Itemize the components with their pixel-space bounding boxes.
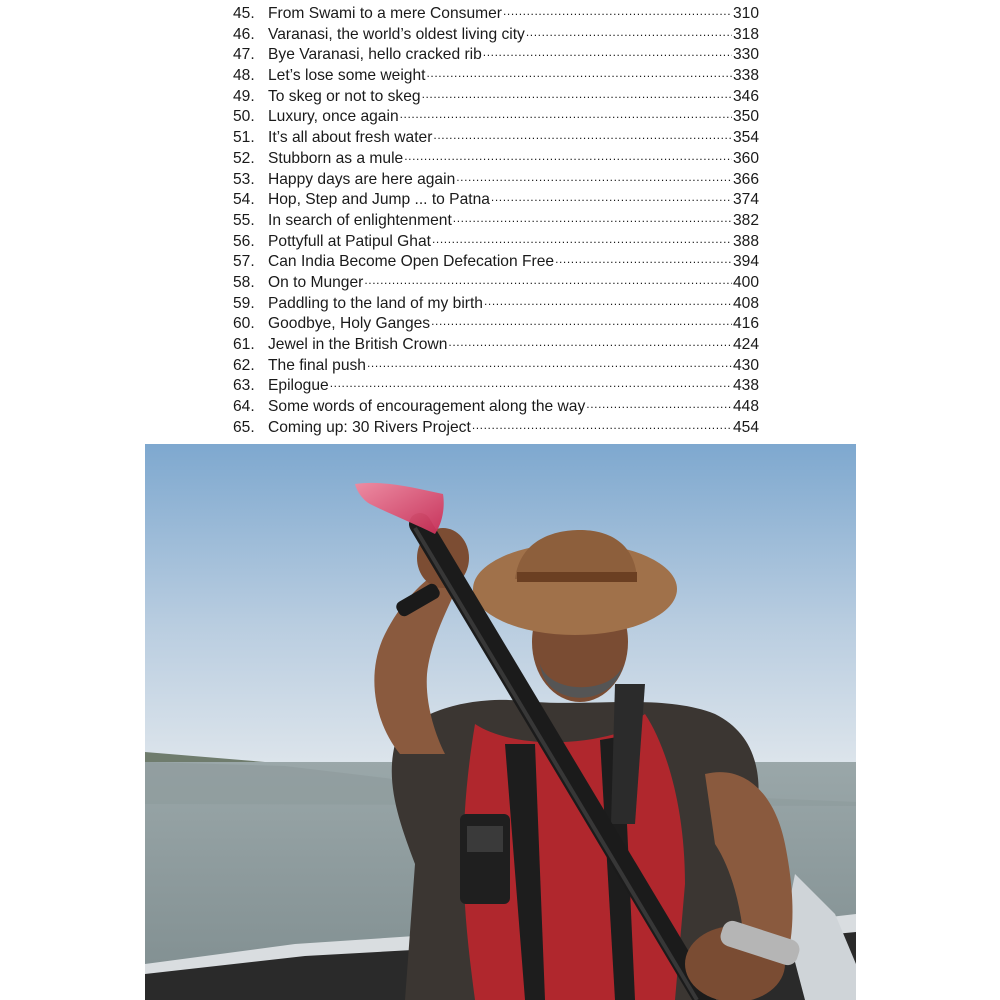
toc-entry-title: Some words of encouragement along the way — [268, 398, 586, 416]
toc-entry-title: Bye Varanasi, hello cracked rib — [268, 46, 482, 64]
toc-entry-page: 416 — [732, 315, 759, 333]
toc-entry-number: 48. — [233, 67, 255, 85]
toc-entry-title: To skeg or not to skeg — [268, 87, 421, 105]
toc-dot-leader — [472, 415, 732, 436]
toc-dot-leader — [367, 353, 732, 374]
toc-dot-leader — [426, 63, 732, 84]
toc-entry-number: 62. — [233, 356, 255, 374]
toc-entry-page: 454 — [732, 418, 759, 436]
toc-entry-number: 64. — [233, 398, 255, 416]
toc-dot-leader — [586, 394, 732, 415]
toc-entry-number: 50. — [233, 108, 255, 126]
toc-entry-title: Paddling to the land of my birth — [268, 294, 483, 312]
toc-entry-number: 45. — [233, 5, 255, 22]
toc-entry-page: 374 — [732, 191, 759, 209]
toc-entry-title: Epilogue — [268, 377, 329, 395]
toc-entry-number: 65. — [233, 418, 255, 436]
toc-entry-title: Pottyfull at Patipul Ghat — [268, 232, 431, 250]
toc-entry-title: It’s all about fresh water — [268, 129, 433, 147]
toc-entry-title: Luxury, once again — [268, 108, 399, 126]
toc-entry-number: 63. — [233, 377, 255, 395]
toc-entry-number: 60. — [233, 315, 255, 333]
toc-entry-page: 318 — [732, 25, 759, 43]
toc-entry-page: 448 — [732, 398, 759, 416]
table-of-contents — [233, 4, 759, 438]
toc-entry-number: 59. — [233, 294, 255, 312]
toc-dot-leader — [330, 373, 732, 394]
toc-entry-title: Jewel in the British Crown — [268, 336, 448, 353]
toc-entry-number: 58. — [233, 273, 255, 291]
toc-dot-leader — [491, 187, 732, 208]
toc-dot-leader — [453, 208, 732, 229]
toc-dot-leader — [431, 311, 732, 332]
toc-entry-page: 360 — [732, 149, 759, 167]
toc-entry-page: 330 — [732, 46, 759, 64]
toc-entry-page: 394 — [732, 253, 759, 271]
toc-entry-title: Goodbye, Holy Ganges — [268, 315, 431, 333]
toc-dot-leader — [526, 22, 732, 43]
toc-entry-number: 46. — [233, 25, 255, 43]
toc-entry-number: 52. — [233, 149, 255, 167]
toc-dot-leader — [456, 167, 732, 188]
toc-dot-leader — [400, 104, 732, 125]
toc-entry-number: 49. — [233, 87, 255, 105]
toc-dot-leader — [503, 1, 732, 22]
toc-entry-title: Coming up: 30 Rivers Project — [268, 418, 471, 436]
toc-entry-page: 382 — [732, 211, 759, 229]
toc-entry-page: 350 — [732, 108, 759, 126]
toc-dot-leader — [484, 291, 732, 312]
toc-dot-leader — [364, 270, 732, 291]
toc-entry-title: In search of enlightenment — [268, 211, 452, 229]
toc-entry-title: From Swami to a mere Consumer — [268, 5, 502, 22]
toc-entry-number: 54. — [233, 191, 255, 209]
toc-entry-page: 346 — [732, 87, 759, 105]
toc-entry-page: 424 — [732, 336, 759, 353]
toc-dot-leader — [448, 332, 732, 353]
toc-entry-number: 53. — [233, 170, 255, 188]
toc-dot-leader — [433, 125, 732, 146]
toc-entry-number: 55. — [233, 211, 255, 229]
toc-dot-leader — [432, 229, 732, 250]
toc-entry-title: Can India Become Open Defecation Free — [268, 253, 555, 271]
toc-entry-title: On to Munger — [268, 273, 364, 291]
toc-entry-number: 51. — [233, 129, 255, 147]
toc-entry-page: 408 — [732, 294, 759, 312]
kayaker-photo — [145, 444, 856, 1000]
toc-dot-leader — [555, 249, 732, 270]
toc-entry-number: 61. — [233, 336, 255, 353]
toc-entry-number: 56. — [233, 232, 255, 250]
toc-entry-title: Hop, Step and Jump ... to Patna — [268, 191, 490, 209]
toc-entry-page: 388 — [732, 232, 759, 250]
toc-entry-title: Happy days are here again — [268, 170, 456, 188]
toc-entry-title: Let’s lose some weight — [268, 67, 426, 85]
toc-entry-page: 430 — [732, 356, 759, 374]
toc-entry-page: 354 — [732, 129, 759, 147]
toc-entry-number: 57. — [233, 253, 255, 271]
toc-dot-leader — [422, 84, 732, 105]
toc-entry-page: 338 — [732, 67, 759, 85]
toc-entry-title: The final push — [268, 356, 366, 374]
toc-entry-title: Varanasi, the world’s oldest living city — [268, 25, 525, 43]
toc-dot-leader — [404, 146, 732, 167]
toc-entry-page: 400 — [732, 273, 759, 291]
toc-entry-title: Stubborn as a mule — [268, 149, 404, 167]
toc-dot-leader — [483, 42, 732, 63]
toc-entry-number: 47. — [233, 46, 255, 64]
toc-entry-page: 366 — [732, 170, 759, 188]
toc-entry-page: 438 — [732, 377, 759, 395]
toc-entry — [233, 418, 759, 439]
toc-entry-page: 310 — [732, 5, 759, 22]
